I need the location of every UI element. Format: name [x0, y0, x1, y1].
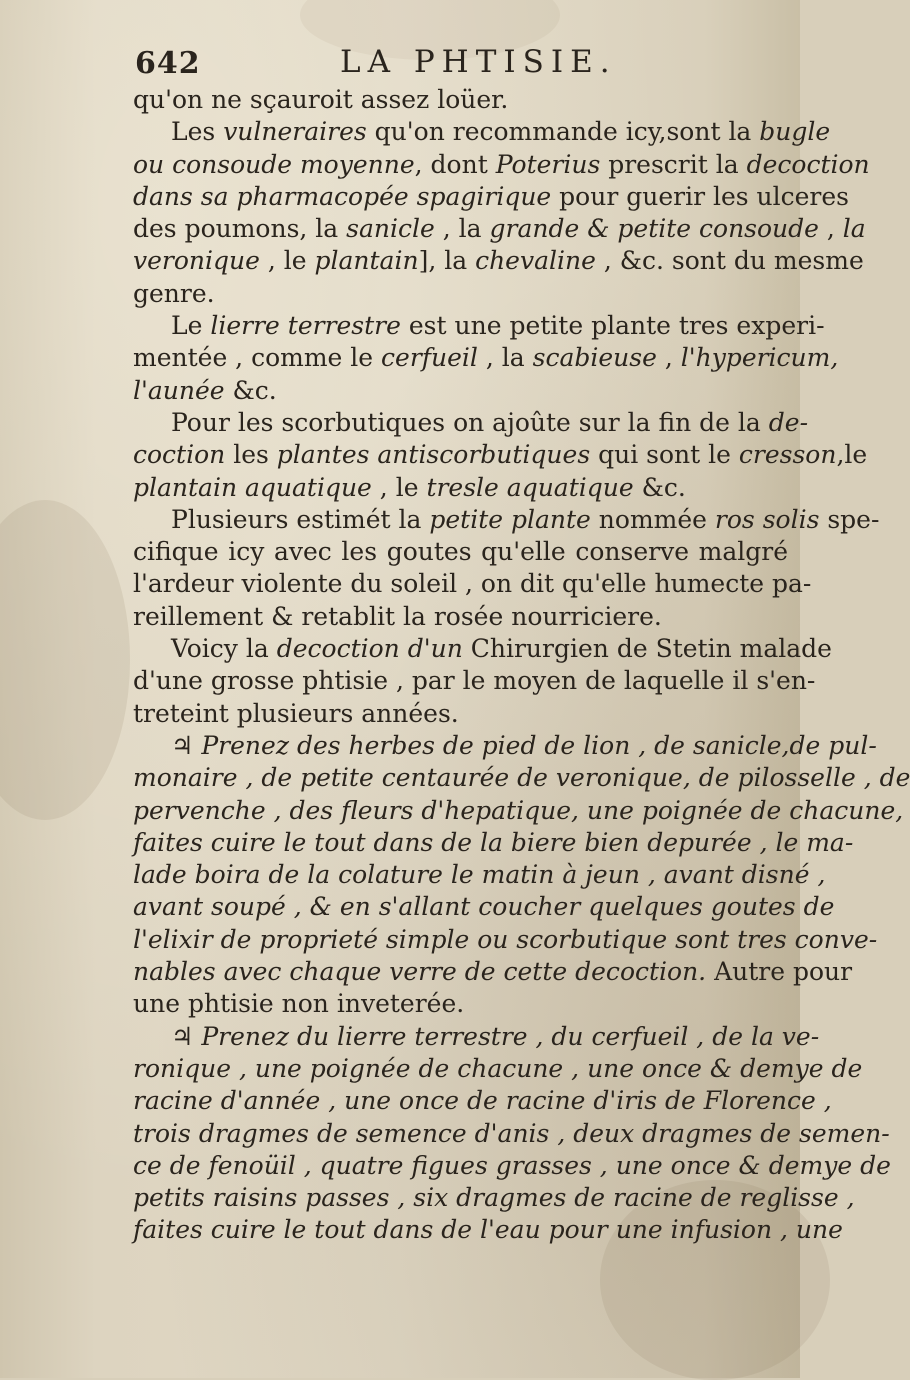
text-line: [133, 84, 788, 116]
italic-text: chevaline: [475, 246, 596, 276]
running-title: LA PHTISIE.: [340, 44, 617, 80]
paragraph: [133, 504, 880, 633]
text-line: [133, 439, 868, 471]
italic-text: cerfueil: [381, 343, 478, 373]
italic-text: petits raisins passes , six dragmes de racine de reglisse ,: [133, 1183, 855, 1213]
text-run: ,: [656, 343, 681, 373]
text-run: , le: [259, 246, 315, 276]
text-line: [133, 472, 788, 504]
text-line: [133, 149, 870, 181]
italic-text: trois dragmes de semence d'anis , deux dragmes de semen-: [133, 1118, 890, 1148]
italic-text: la: [842, 214, 866, 244]
text-line: [133, 1053, 863, 1085]
italic-text: plantain: [314, 246, 419, 276]
paper-stain: [0, 500, 130, 820]
italic-text: de-: [768, 407, 809, 437]
italic-text: bugle: [759, 117, 831, 147]
paragraph: [133, 116, 870, 310]
text-run: qu'on recommande icy,sont la: [366, 117, 760, 147]
italic-text: faites cuire le tout dans de la biere bien depurée , le ma-: [133, 827, 854, 857]
text-line: [133, 116, 831, 148]
italic-text: grande & petite consoude: [489, 214, 819, 244]
text-run: Le: [171, 311, 211, 341]
paragraph: [133, 730, 910, 1021]
text-line: [133, 795, 904, 827]
text-run: , &c. sont du mesme: [595, 246, 864, 276]
text-run: Chirurgien de Stetin malade: [462, 634, 832, 664]
italic-text: ou consoude moyenne: [133, 149, 415, 179]
text-line: [133, 891, 835, 923]
text-line: [133, 504, 880, 536]
text-line: [133, 956, 853, 988]
text-line: [133, 1214, 843, 1246]
text-run: est une petite plante tres experi-: [400, 311, 825, 341]
text-run: , la: [477, 343, 533, 373]
text-line: [133, 1118, 890, 1150]
text-line: [133, 1021, 820, 1053]
text-line: [133, 988, 788, 1020]
text-line: [133, 601, 788, 633]
paragraph: [133, 84, 788, 116]
text-line: [133, 278, 788, 310]
text-run: ], la: [418, 246, 476, 276]
text-run: treteint plusieurs années.: [133, 698, 459, 728]
italic-text: ♃ Prenez des herbes de pied de lion , de sanicle,de pul-: [171, 730, 877, 760]
italic-text: scabieuse: [532, 343, 657, 373]
text-line: [133, 698, 788, 730]
text-run: Pour les scorbutiques on ajoûte sur la fin de la: [171, 407, 769, 437]
text-run: spe-: [819, 504, 880, 534]
italic-text: vulneraires: [223, 117, 367, 147]
text-run: mentée , comme le: [133, 343, 382, 373]
text-line: [133, 536, 788, 568]
text-run: reillement & retablit la rosée nourriciere.: [133, 601, 662, 631]
paragraph: [133, 310, 839, 407]
italic-text: l'elixir de proprieté simple ou scorbutique sont tres conve-: [133, 924, 878, 954]
italic-text: ros solis: [714, 504, 820, 534]
text-line: [133, 310, 825, 342]
italic-text: avant soupé , & en s'allant coucher quelques goutes de: [133, 892, 835, 922]
text-line: [133, 762, 910, 794]
text-line: [133, 859, 826, 891]
text-line: [133, 568, 812, 600]
italic-text: plantes antiscorbutiques: [276, 440, 591, 470]
paragraph: [133, 407, 868, 504]
italic-text: monaire , de petite centaurée de veronique, de pilosselle , de: [133, 763, 910, 793]
text-run: d'une grosse phtisie , par le moyen de laquelle il s'en-: [133, 666, 816, 696]
text-line: [133, 1085, 832, 1117]
text-line: [133, 375, 788, 407]
paragraph: [133, 633, 832, 730]
text-run: l'ardeur violente du soleil , on dit qu'elle humecte pa-: [133, 569, 812, 599]
text-run: &c.: [224, 375, 277, 405]
text-run: nommée: [590, 504, 715, 534]
italic-text: lierre terrestre: [210, 311, 401, 341]
text-line: [133, 181, 849, 213]
italic-text: plantain aquatique: [133, 472, 372, 502]
text-run: genre.: [133, 278, 215, 308]
italic-text: dans sa pharmacopée spagirique: [133, 181, 552, 211]
text-run: les: [225, 440, 277, 470]
italic-text: cresson: [738, 440, 837, 470]
text-line: [133, 633, 832, 665]
italic-text: ce de fenoüil , quatre figues grasses , une once & demye de: [133, 1150, 891, 1180]
italic-text: tresle aquatique: [426, 472, 634, 502]
italic-text: racine d'année , une once de racine d'iris de Florence ,: [133, 1086, 832, 1116]
text-line: [133, 245, 864, 277]
text-run: , le: [371, 472, 427, 502]
text-run: ,le: [836, 440, 868, 470]
italic-text: l'aunée: [133, 375, 225, 405]
page-number: 642: [135, 46, 201, 81]
italic-text: ronique , une poignée de chacune , une once & demye de: [133, 1053, 863, 1083]
text-run: , dont: [414, 149, 496, 179]
italic-text: veronique: [133, 246, 260, 276]
text-run: cifique icy avec les goutes qu'elle conserve malgré: [133, 537, 788, 567]
italic-text: faites cuire le tout dans de l'eau pour une infusion , une: [133, 1215, 843, 1245]
text-run: prescrit la: [600, 149, 747, 179]
italic-text: petite plante: [429, 504, 591, 534]
text-run: Voicy la: [171, 634, 277, 664]
text-run: ,: [818, 214, 843, 244]
page-header: [135, 42, 655, 86]
italic-text: decoction d'un: [276, 634, 463, 664]
text-line: [133, 924, 878, 956]
italic-text: decoction: [746, 149, 870, 179]
text-line: [133, 342, 839, 374]
italic-text: lade boira de la colature le matin à jeun , avant disné ,: [133, 860, 826, 890]
italic-text: l'hypericum,: [680, 343, 839, 373]
text-line: [133, 665, 816, 697]
text-run: Autre pour: [706, 957, 853, 987]
text-run: une phtisie non inveterée.: [133, 989, 465, 1019]
text-run: &c.: [633, 472, 686, 502]
text-run: Les: [171, 117, 224, 147]
text-run: , la: [434, 214, 490, 244]
text-line: [133, 407, 809, 439]
italic-text: nables avec chaque verre de cette decoction.: [133, 957, 707, 987]
paragraph: [133, 1021, 891, 1247]
text-run: qu'on ne sçauroit assez loüer.: [133, 85, 509, 114]
text-line: [133, 213, 866, 245]
text-run: pour guerir les ulceres: [551, 181, 849, 211]
italic-text: Poterius: [495, 149, 601, 179]
text-line: [133, 730, 877, 762]
italic-text: pervenche , des fleurs d'hepatique, une poignée de chacune,: [133, 795, 904, 825]
text-line: [133, 1182, 855, 1214]
italic-text: coction: [133, 440, 226, 470]
italic-text: ♃ Prenez du lierre terrestre , du cerfueil , de la ve-: [171, 1021, 820, 1051]
body-text: [133, 84, 910, 1247]
text-run: Plusieurs estimét la: [171, 504, 430, 534]
text-run: qui sont le: [590, 440, 739, 470]
text-line: [133, 827, 854, 859]
italic-text: sanicle: [346, 214, 435, 244]
text-run: des poumons, la: [133, 214, 347, 244]
text-line: [133, 1150, 891, 1182]
